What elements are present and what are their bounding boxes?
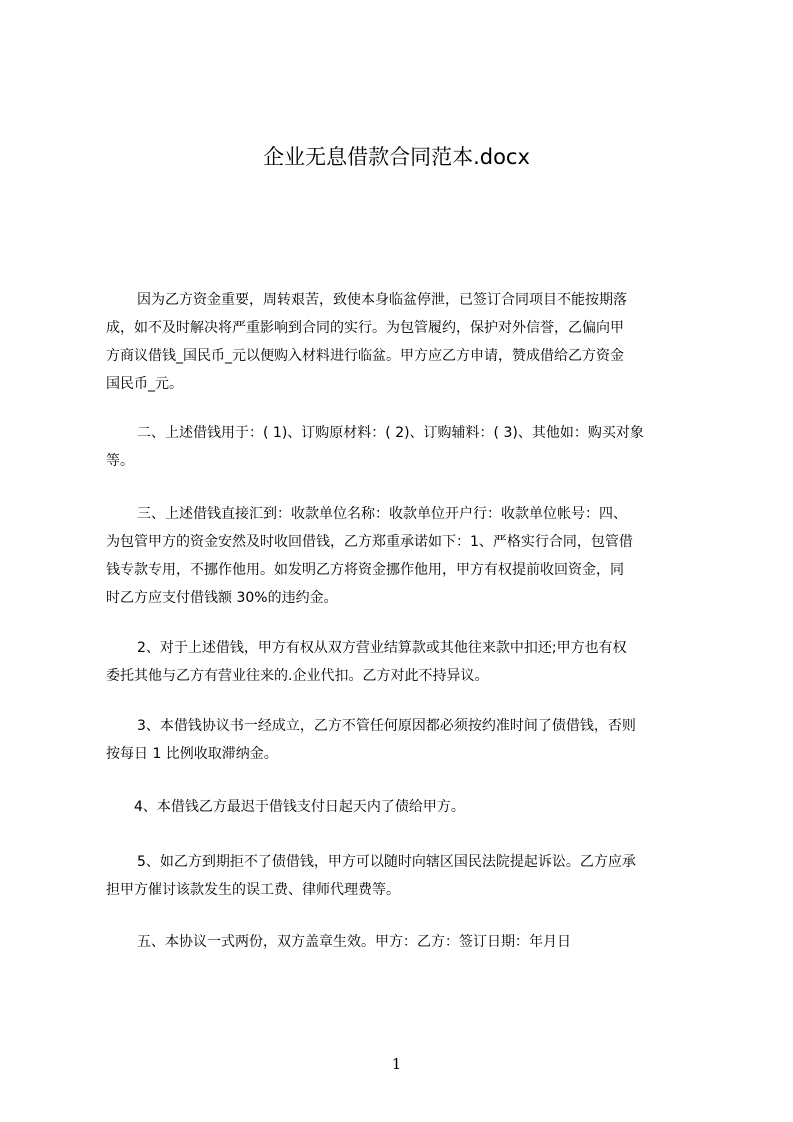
text-line: 按每日 1 比例收取滞纳金。	[106, 746, 278, 762]
document-title: 企业无息借款合同范本.docx	[263, 145, 530, 169]
text-line: 5、如乙方到期拒不了债借钱，甲方可以随时向辖区国民法院提起诉讼。乙方应承	[137, 854, 636, 870]
paragraph-litigation	[106, 848, 710, 904]
text-line: 担甲方催讨该款发生的误工费、律师代理费等。	[106, 882, 400, 898]
text-line: 三、上述借钱直接汇到：收款单位名称：收款单位开户行：收款单位帐号：四、	[137, 506, 627, 522]
text-line: 3、本借钱协议书一经成立，乙方不管任何原因都必须按约准时间了债借钱，否则	[137, 718, 636, 734]
text-line: 为包管甲方的资金安然及时收回借钱，乙方郑重承诺如下：1、严格实行合同，包管借	[106, 534, 633, 550]
text-line: 时乙方应支付借钱额 30%的违约金。	[106, 590, 338, 606]
text-line: 等。	[106, 453, 134, 469]
text-line: 成，如不及时解决将严重影响到合同的实行。为包管履约，保护对外信誉，乙偏向甲	[106, 320, 624, 336]
paragraph-deduction-rights	[106, 634, 710, 690]
text-line: 方商议借钱_国民币_元以便购入材料进行临盆。甲方应乙方申请，赞成借给乙方资金	[106, 348, 624, 364]
text-line: 钱专款专用，不挪作他用。如发明乙方将资金挪作他用，甲方有权提前收回资金，同	[106, 562, 624, 578]
text-line: 因为乙方资金重要，周转艰苦，致使本身临盆停泄，已签订合同项目不能按期落	[137, 292, 627, 308]
text-line: 委托其他与乙方有营业往来的.企业代扣。乙方对此不持异议。	[106, 668, 489, 684]
text-line: 二、上述借钱用于：( 1)、订购原材料：( 2)、订购辅料：( 3)、其他如：购买对象	[137, 425, 644, 441]
page-number: 1	[391, 1055, 402, 1073]
text-line: 2、对于上述借钱，甲方有权从双方营业结算款或其他往来款中扣还;甲方也有权	[137, 640, 627, 656]
paragraph-signatures	[106, 928, 710, 956]
paragraph-repayment-obligation	[106, 712, 710, 768]
text-line: 国民币_元。	[106, 376, 183, 392]
paragraph-loan-reason	[106, 286, 710, 398]
paragraph-loan-purpose	[106, 419, 710, 475]
paragraph-repayment-deadline	[106, 793, 710, 821]
paragraph-remittance-and-commitments	[106, 500, 710, 612]
text-line: 五、本协议一式两份，双方盖章生效。甲方：乙方：签订日期：年月日	[137, 934, 571, 950]
text-line: 4、本借钱乙方最迟于借钱支付日起天内了债给甲方。	[134, 799, 465, 815]
